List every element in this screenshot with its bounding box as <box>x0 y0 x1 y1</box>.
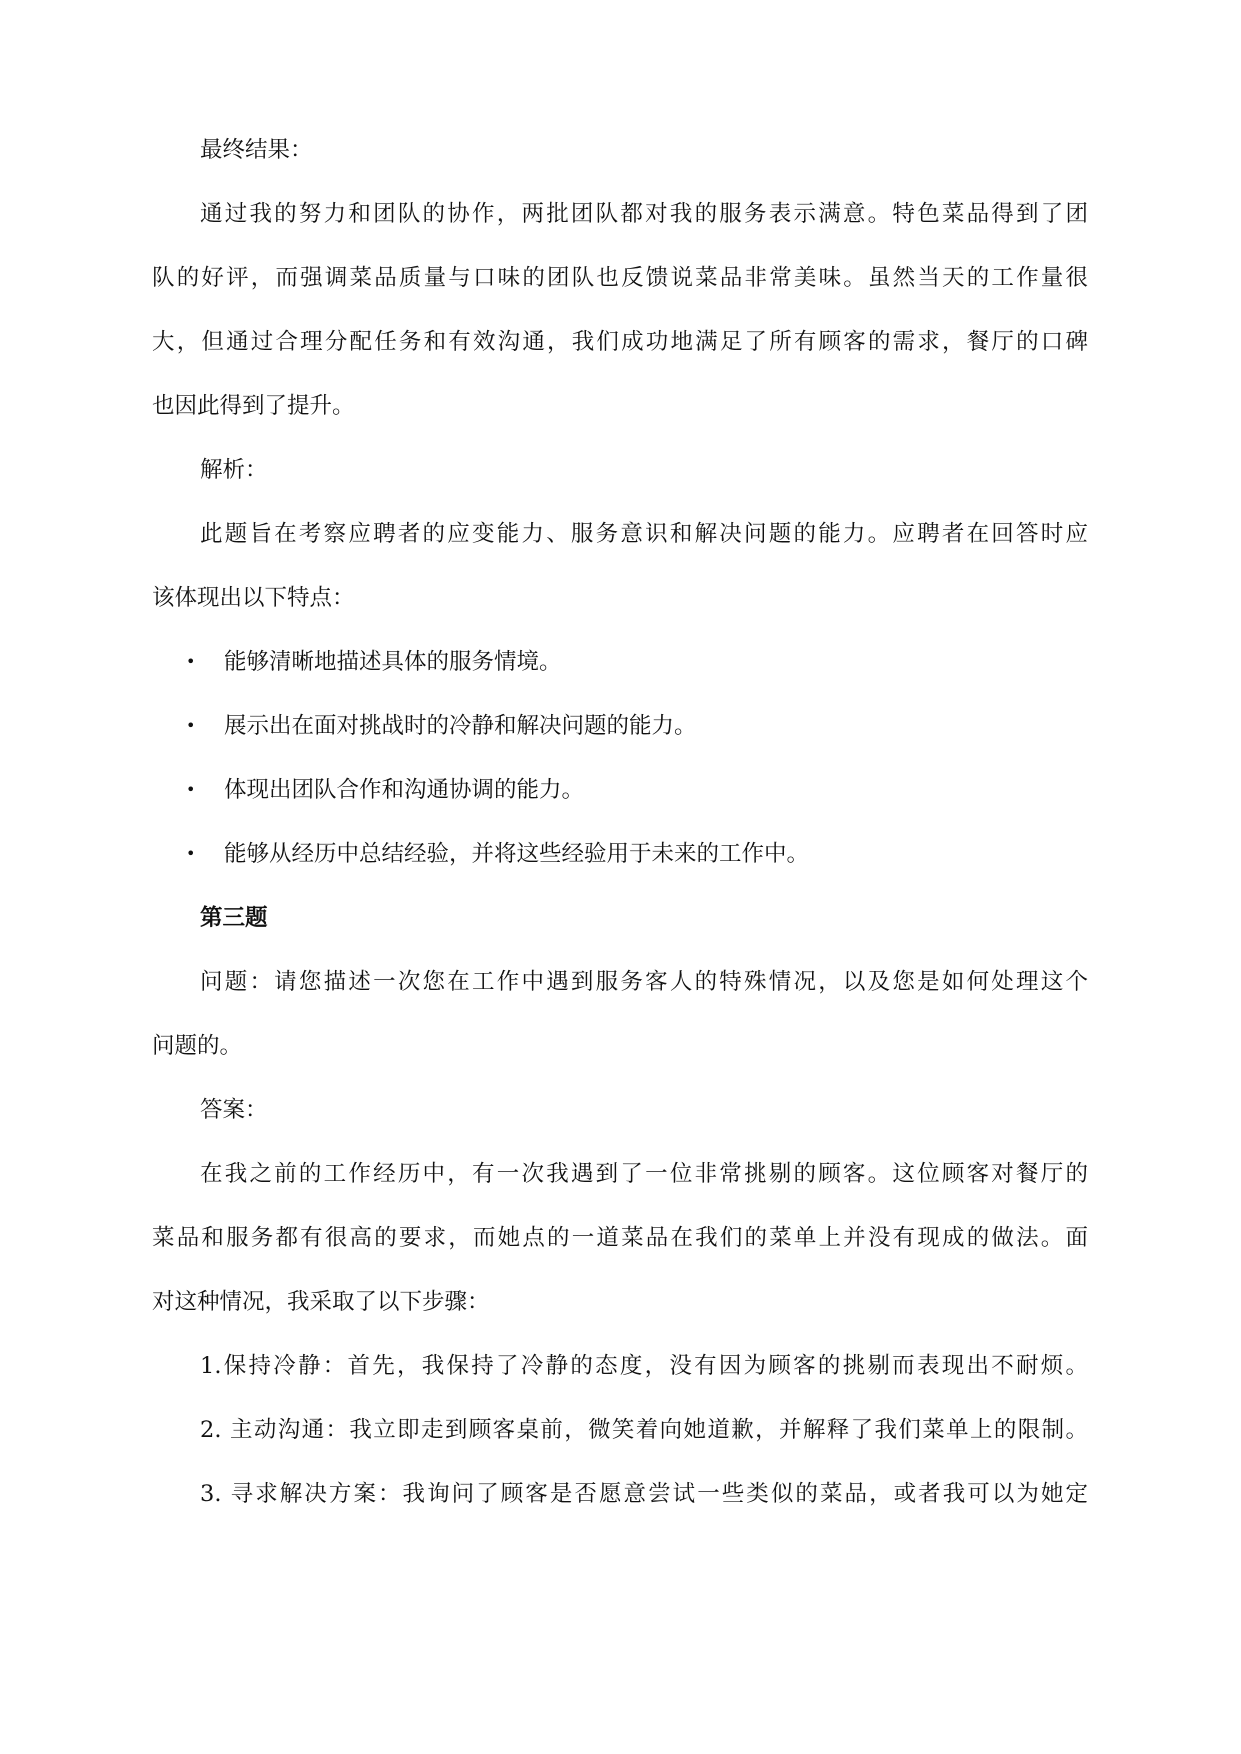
answer-label: 答案： <box>200 1097 268 1123</box>
section-title: 第三题 <box>200 905 268 931</box>
final-result-label: 最终结果： <box>200 137 313 163</box>
answer-line-2: 菜品和服务都有很高的要求，而她点的一道菜品在我们的菜单上并没有现成的做法。面 <box>152 1225 1088 1251</box>
analysis-line-1: 此题旨在考察应聘者的应变能力、服务意识和解决问题的能力。应聘者在回答时应 <box>200 521 1088 547</box>
analysis-label: 解析： <box>200 457 268 483</box>
bullet-dot-1: • <box>186 652 196 671</box>
bullet-item-2: 展示出在面对挑战时的冷静和解决问题的能力。 <box>224 713 697 739</box>
bullet-dot-4: • <box>186 844 196 863</box>
bullet-item-1: 能够清晰地描述具体的服务情境。 <box>224 649 562 675</box>
answer-line-3: 对这种情况，我采取了以下步骤： <box>152 1289 490 1315</box>
answer-line-1: 在我之前的工作经历中，有一次我遇到了一位非常挑剔的顾客。这位顾客对餐厅的 <box>200 1161 1088 1187</box>
final-result-line-4: 也因此得到了提升。 <box>152 393 355 419</box>
bullet-item-4: 能够从经历中总结经验，并将这些经验用于未来的工作中。 <box>224 841 810 867</box>
final-result-line-3: 大，但通过合理分配任务和有效沟通，我们成功地满足了所有顾客的需求，餐厅的口碑 <box>152 329 1088 355</box>
analysis-line-2: 该体现出以下特点： <box>152 585 355 611</box>
final-result-line-2: 队的好评，而强调菜品质量与口味的团队也反馈说菜品非常美味。虽然当天的工作量很 <box>152 265 1088 291</box>
bullet-dot-2: • <box>186 716 196 735</box>
step-2: 2. 主动沟通：我立即走到顾客桌前，微笑着向她道歉，并解释了我们菜单上的限制。 <box>200 1417 1088 1443</box>
bullet-item-3: 体现出团队合作和沟通协调的能力。 <box>224 777 585 803</box>
step-1: 1.保持冷静：首先，我保持了冷静的态度，没有因为顾客的挑剔而表现出不耐烦。 <box>200 1353 1088 1379</box>
final-result-line-1: 通过我的努力和团队的协作，两批团队都对我的服务表示满意。特色菜品得到了团 <box>200 201 1088 227</box>
bullet-dot-3: • <box>186 780 196 799</box>
question-line-1: 问题：请您描述一次您在工作中遇到服务客人的特殊情况，以及您是如何处理这个 <box>200 969 1088 995</box>
step-3: 3. 寻求解决方案：我询问了顾客是否愿意尝试一些类似的菜品，或者我可以为她定 <box>200 1481 1088 1507</box>
question-line-2: 问题的。 <box>152 1033 243 1059</box>
